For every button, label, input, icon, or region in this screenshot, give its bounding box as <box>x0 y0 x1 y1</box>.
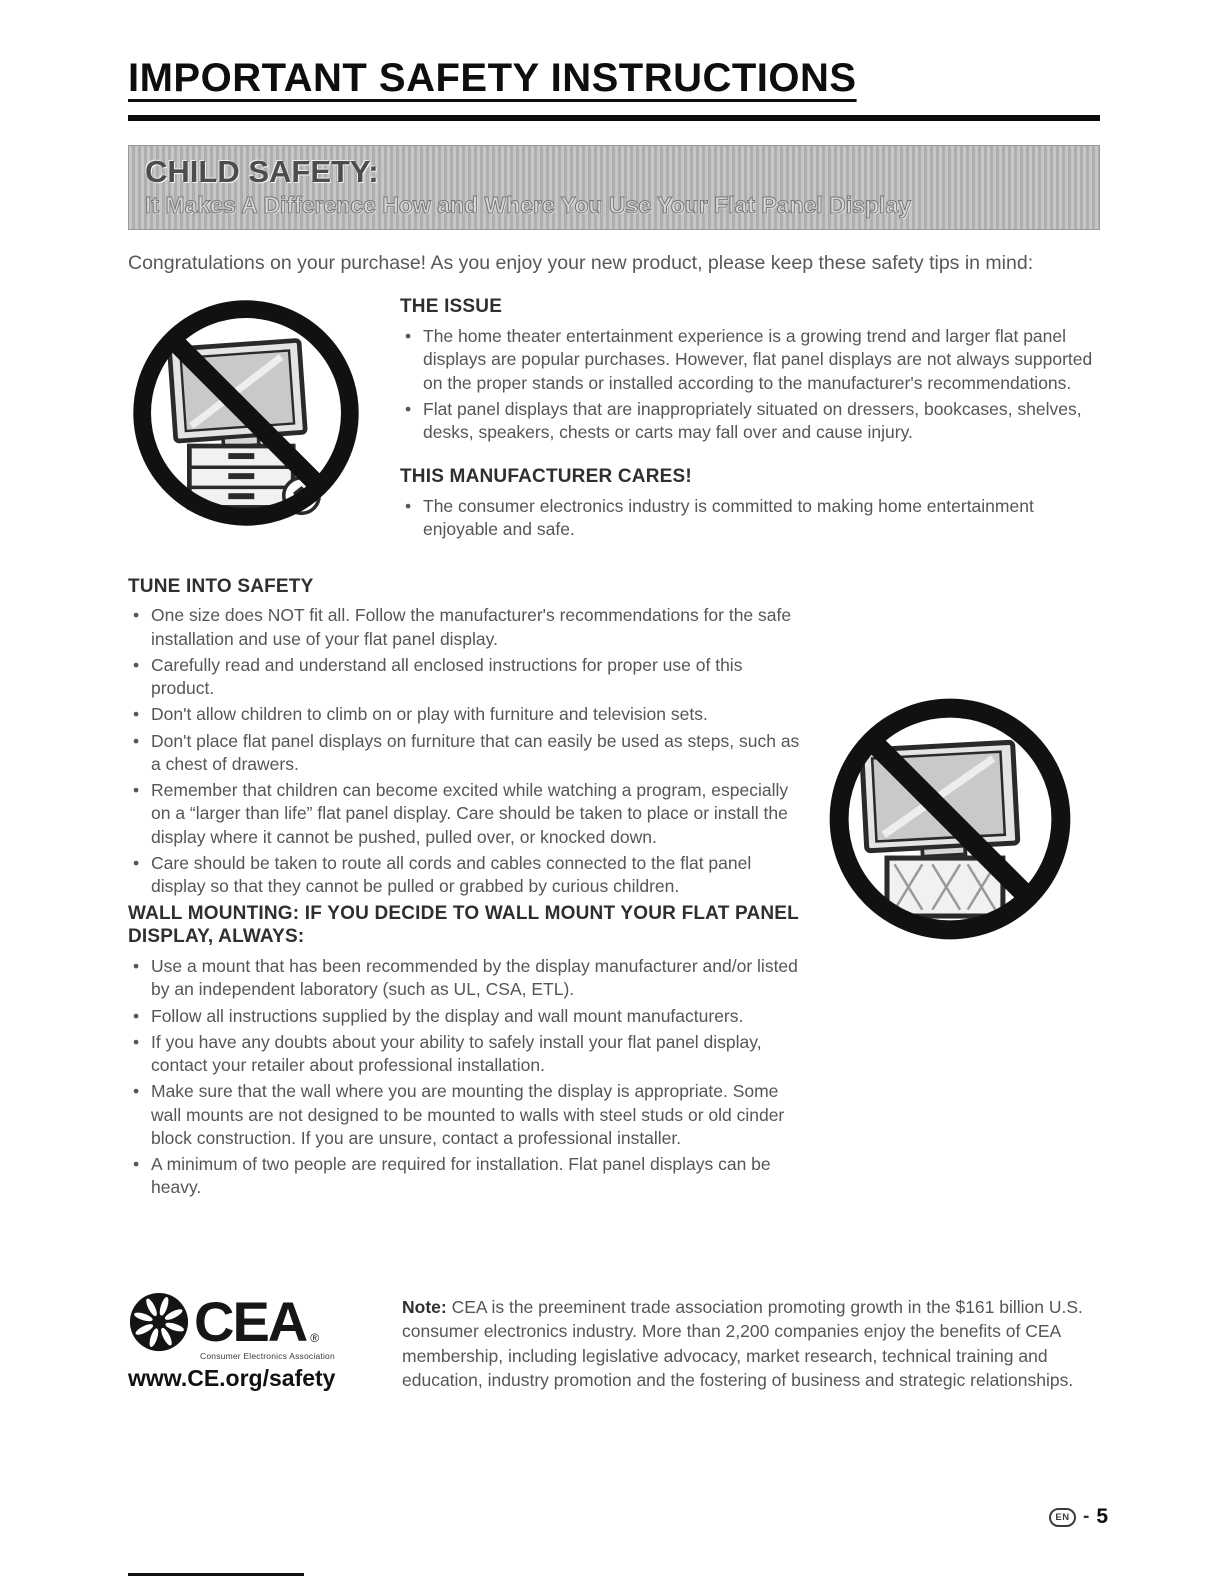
cea-registered-mark: ® <box>310 1330 320 1345</box>
list-item: • The consumer electronics industry is committed to making home entertainment enjoyable and safe. <box>400 495 1094 542</box>
list-item: • Remember that children can become excited while watching a program, especially on a “larger than life” flat panel display. Care should be taken to place or install the display where it cannot be pushed, pulled over, or knocked down. <box>128 779 800 849</box>
issue-text-column <box>400 295 1100 544</box>
footer-rule <box>128 1573 304 1576</box>
cea-logo-block <box>128 1291 368 1392</box>
cea-logo-text: CEA <box>194 1289 307 1353</box>
list-item: • Make sure that the wall where you are mounting the display is appropriate. Some wall mounts are not designed to be mounted to walls with steel studs or old cinder block construction. If you are unsure, contact a professional installer. <box>128 1080 800 1150</box>
cea-section <box>128 1291 1100 1393</box>
wall-mounting-list <box>128 955 800 1200</box>
child-safety-banner <box>128 145 1100 230</box>
title-rule <box>128 115 1100 121</box>
list-item: • The home theater entertainment experience is a growing trend and larger flat panel displays are popular purchases. However, flat panel displays are not always supported on the proper stands or installed according to the manufacturer's recommendations. <box>400 325 1094 395</box>
list-item: • Carefully read and understand all enclosed instructions for proper use of this product. <box>128 654 800 701</box>
page-number <box>1049 1505 1108 1529</box>
wall-mounting-heading: WALL MOUNTING: IF YOU DECIDE TO WALL MOUNT YOUR FLAT PANEL DISPLAY, ALWAYS: <box>128 902 799 948</box>
list-item: • A minimum of two people are required for installation. Flat panel displays can be heavy. <box>128 1153 800 1200</box>
no-tv-on-dresser-icon <box>128 295 364 531</box>
issue-section <box>128 295 1100 544</box>
intro-paragraph: Congratulations on your purchase! As you enjoy your new product, please keep these safety tips in mind: <box>128 252 1034 275</box>
safety-section <box>128 575 1100 1203</box>
banner-heading: CHILD SAFETY: <box>145 154 379 189</box>
the-issue-list <box>400 325 1094 444</box>
list-item: • Flat panel displays that are inappropriately situated on dressers, bookcases, shelves, desks, speakers, chests or carts may fall over and cause injury. <box>400 398 1094 445</box>
list-item: • One size does NOT fit all. Follow the manufacturer's recommendations for the safe installation and use of your flat panel display. <box>128 604 800 651</box>
cea-note <box>402 1295 1100 1393</box>
safety-text-column <box>128 575 800 1203</box>
list-item: • Don't allow children to climb on or play with furniture and television sets. <box>128 703 800 726</box>
banner-subheading: It Makes A Difference How and Where You Use Your Flat Panel Display <box>145 191 912 218</box>
list-item: • Don't place flat panel displays on furniture that can easily be used as steps, such as a chest of drawers. <box>128 730 800 777</box>
cea-pinwheel-logo-icon <box>128 1291 190 1353</box>
tune-into-safety-heading: TUNE INTO SAFETY <box>128 575 314 597</box>
the-issue-heading: THE ISSUE <box>400 296 503 318</box>
page-title: IMPORTANT SAFETY INSTRUCTIONS <box>128 56 857 100</box>
page-number-value: 5 <box>1096 1505 1108 1528</box>
language-badge: EN <box>1049 1508 1076 1527</box>
list-item: • If you have any doubts about your ability to safely install your flat panel display, contact your retailer about professional installation. <box>128 1031 800 1078</box>
note-label: Note: <box>402 1296 447 1317</box>
cea-safety-url: www.CE.org/safety <box>128 1364 336 1391</box>
note-text: CEA is the preeminent trade association promoting growth in the $161 billion U.S. consumer electronics industry. More than 2,200 companies enjoy the benefits of CEA membership, including legislative advocacy, market research, technical training and education, industry promotion and the fostering of business and strategic relationships. <box>402 1296 1083 1391</box>
tv-on-dresser-prohibited-illustration <box>128 295 364 536</box>
manufacturer-cares-list <box>400 495 1094 542</box>
manufacturer-cares-heading: THIS MANUFACTURER CARES! <box>400 466 692 488</box>
list-item: • Care should be taken to route all cords and cables connected to the flat panel display so that they cannot be pulled or grabbed by curious children. <box>128 852 800 899</box>
page-number-separator: - <box>1082 1506 1090 1527</box>
list-item: • Use a mount that has been recommended by the display manufacturer and/or listed by an independent laboratory (such as UL, CSA, ETL). <box>128 955 800 1002</box>
tv-on-cabinet-prohibited-illustration <box>800 575 1100 1203</box>
cea-logo-subtext: Consumer Electronics Association <box>200 1350 335 1361</box>
no-tv-on-cabinet-icon <box>824 693 1076 945</box>
list-item: • Follow all instructions supplied by the display and wall mount manufacturers. <box>128 1005 800 1028</box>
tune-into-safety-list <box>128 604 800 898</box>
